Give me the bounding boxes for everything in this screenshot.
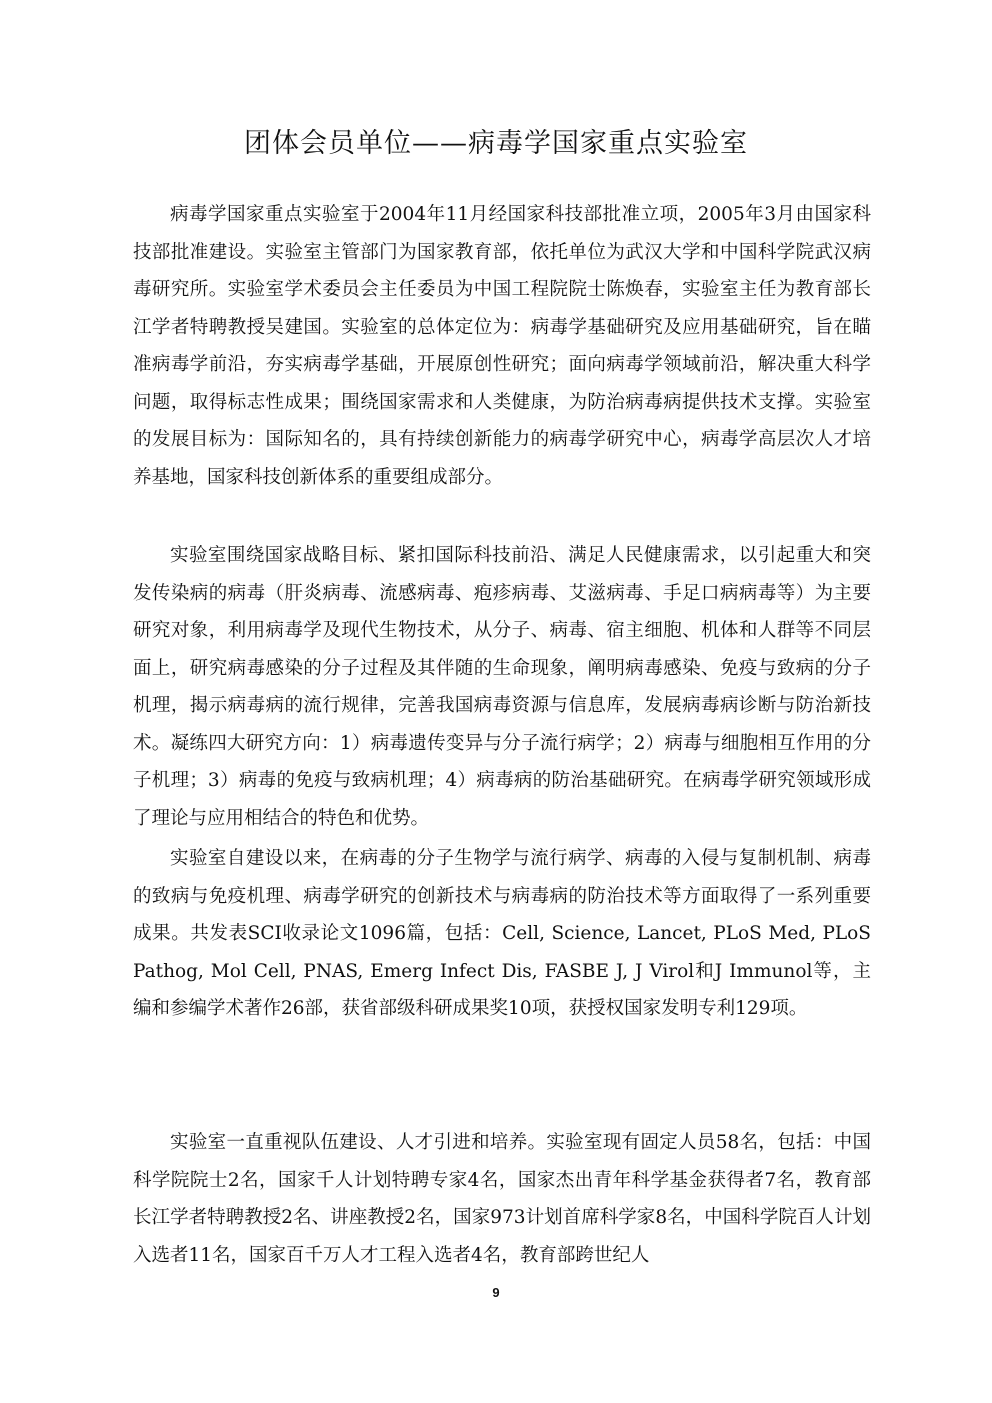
- page-number: 9: [492, 1285, 500, 1300]
- page-title: 团体会员单位——病毒学国家重点实验室: [244, 128, 748, 159]
- paragraph-overview: 病毒学国家重点实验室于2004年11月经国家科技部批准立项，2005年3月由国家科技部批准建设。实验室主管部门为国家教育部，依托单位为武汉大学和中国科学院武汉病毒研究所。实验室学术委员会主任委员为中国工程院院士陈焕春，实验室主任为教育部长江学者特聘教授吴建国。实验室的总体定位为：病毒学基础研究及应用基础研究，旨在瞄准病毒学前沿，夯实病毒学基础，开展原创性研究；面向病毒学领域前沿，解决重大科学问题，取得标志性成果；围绕国家需求和人类健康，为防治病毒病提供技术支撑。实验室的发展目标为：国际知名的，具有持续创新能力的病毒学研究中心，病毒学高层次人才培养基地，国家科技创新体系的重要组成部分。: [133, 204, 871, 488]
- paragraph-research-directions: 实验室围绕国家战略目标、紧扣国际科技前沿、满足人民健康需求，以引起重大和突发传染病的病毒（肝炎病毒、流感病毒、疱疹病毒、艾滋病毒、手足口病病毒等）为主要研究对象，利用病毒学及现代生物技术，从分子、病毒、宿主细胞、机体和人群等不同层面上，研究病毒感染的分子过程及其伴随的生命现象，阐明病毒感染、免疫与致病的分子机理，揭示病毒病的流行规律，完善我国病毒资源与信息库，发展病毒病诊断与防治新技术。凝练四大研究方向：1）病毒遗传变异与分子流行病学；2）病毒与细胞相互作用的分子机理；3）病毒的免疫与致病机理；4）病毒病的防治基础研究。在病毒学研究领域形成了理论与应用相结合的特色和优势。: [133, 545, 871, 829]
- paragraph-achievements: 实验室自建设以来，在病毒的分子生物学与流行病学、病毒的入侵与复制机制、病毒的致病与免疫机理、病毒学研究的创新技术与病毒病的防治技术等方面取得了一系列重要成果。共发表SCI收录论文1096篇，包括：Cell, Science, Lancet, PLoS Med, PLoS Pathog, Mol Cell, PNAS, Emerg Infect Dis, FASBE J, J Virol和J Immunol等，主编和参编学术著作26部，获省部级科研成果奖10项，获授权国家发明专利129项。: [133, 848, 871, 1019]
- paragraph-team: 实验室一直重视队伍建设、人才引进和培养。实验室现有固定人员58名，包括：中国科学院院士2名，国家千人计划特聘专家4名，国家杰出青年科学基金获得者7名，教育部长江学者特聘教授2名、讲座教授2名，国家973计划首席科学家8名，中国科学院百人计划入选者11名，国家百千万人才工程入选者4名，教育部跨世纪人: [133, 1132, 871, 1266]
